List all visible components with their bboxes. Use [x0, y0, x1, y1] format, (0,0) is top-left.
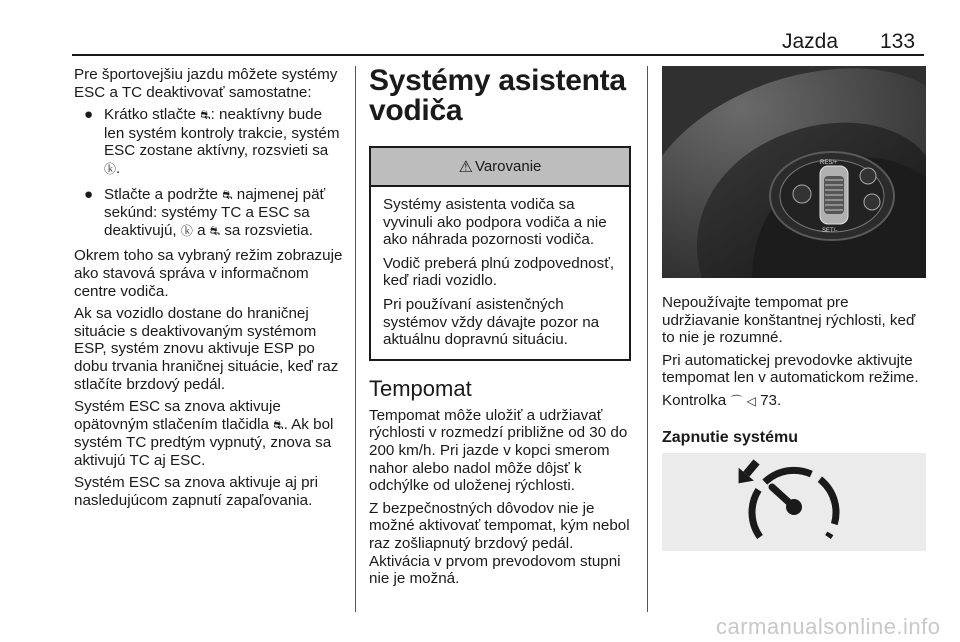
subsection-heading: Tempomat: [369, 375, 472, 401]
res-label: RES/+: [820, 160, 838, 166]
esc-off-icon: ⛐: [200, 108, 211, 123]
paragraph: [74, 398, 346, 469]
tc-off-icon: ⓚ: [180, 223, 193, 238]
paragraph-text: . Ak bol systém TC predtým vypnutý, znova sa aktivujú TC aj ESC.: [74, 415, 334, 469]
steering-wheel-photo: [662, 66, 926, 278]
cruise-lamp-icon: ⌒: [730, 393, 743, 408]
page-reference[interactable]: 73.: [755, 391, 782, 409]
column-1: [74, 66, 346, 515]
paragraph-text: Kontrolka: [662, 391, 731, 409]
bullet-marker: ●: [84, 185, 94, 203]
tc-off-icon: ⓚ: [104, 161, 117, 176]
column-divider-left: [355, 66, 356, 612]
column-3: [662, 66, 928, 551]
section-heading: Systémy asistenta vodiča: [369, 64, 626, 127]
warning-paragraph: Pri používaní asistenčných systémov vždy dávajte pozor na aktuálnu dopravnú situáciu.: [383, 295, 600, 349]
paragraph: Nepoužívajte tempomat pre udržiavanie konštantnej rýchlosti, keď to nie je rozumné.: [662, 294, 916, 347]
esc-off-icon: ⛐: [222, 187, 233, 202]
bullet-text: Stlačte a podržte: [104, 185, 223, 203]
page-number: 133: [880, 30, 916, 53]
section-subheading: Zapnutie systému: [662, 428, 799, 446]
column-2: [369, 66, 631, 593]
bullet-item: [74, 106, 346, 178]
esc-off-icon: ⛐: [273, 417, 284, 432]
running-title: Jazda: [782, 30, 839, 53]
paragraph: Pri automatickej prevodovke aktivujte tempomat len v automatickom režime.: [662, 351, 919, 387]
bullet-text: Krátko stlačte: [104, 106, 201, 124]
column-divider-right: [647, 66, 648, 612]
bullet-text: najmenej päť sekúnd: systémy TC a ESC sa deaktivujú,: [104, 185, 326, 239]
bullet-text: sa rozsvietia.: [220, 221, 313, 239]
bullet-marker: ●: [84, 106, 94, 124]
warning-box: [369, 146, 631, 361]
paragraph: [662, 392, 928, 411]
warning-title: Varovanie: [474, 157, 542, 175]
paragraph: Okrem toho sa vybraný režim zobrazuje ako stavová správa v informačnom centre vodiča.: [74, 247, 343, 300]
paragraph-text: Systém ESC sa znova aktivuje opätovným stlačením tlačidla: [74, 398, 281, 433]
bullet-item: [74, 186, 346, 241]
warning-paragraph: Systémy asistenta vodiča sa vyvinuli ako podpora vodiča a nie ako náhrada pozornosti vodiča.: [383, 196, 607, 249]
bullet-text: .: [116, 159, 121, 177]
bullet-text: : neaktívny bude len systém kontroly trakcie, systém ESC zostane aktívny, rozsvieti sa: [104, 106, 340, 160]
warning-header: [371, 148, 629, 187]
intro-paragraph: Pre športovejšiu jazdu môžete systémy ESC a TC deaktivovať samostatne:: [74, 66, 338, 101]
esc-lamp-icon: ⛐: [209, 223, 221, 238]
paragraph: Z bezpečnostných dôvodov nie je možné aktivovať tempomat, kým nebol raz zošliapnutý brzdový pedál. Aktivácia v prvom prevodovom stupni nie je možná.: [369, 499, 630, 588]
page-ref-arrow-icon: ◁: [746, 393, 756, 408]
header-rule: [72, 54, 924, 56]
cruise-control-icon: [662, 453, 926, 551]
warning-body: [371, 187, 629, 359]
warning-paragraph: Vodič preberá plnú zodpovednosť, keď riadi vozidlo.: [383, 254, 615, 290]
watermark: carmanualsonline.info: [716, 614, 941, 639]
paragraph: Tempomat môže uložiť a udržiavať rýchlosti v rozmedzí približne od 30 do 200 km/h. Pri jazde v kopci smerom nahor alebo nadol môže dôjsť k odchýlke od uloženej rýchlosti.: [369, 406, 628, 495]
paragraph: Systém ESC sa znova aktivuje aj pri nasledujúcom zapnutí zapaľovania.: [74, 474, 318, 510]
warning-triangle-icon: ⚠: [458, 156, 473, 176]
paragraph: Ak sa vozidlo dostane do hraničnej situácie s deaktivovaným systémom ESP, systém znovu aktivuje ESP po dobu trvania hraničnej situácie, keď raz stlačíte brzdový pedál.: [74, 305, 339, 393]
bullet-text: a: [192, 221, 210, 239]
set-label: SET/-: [822, 228, 838, 234]
